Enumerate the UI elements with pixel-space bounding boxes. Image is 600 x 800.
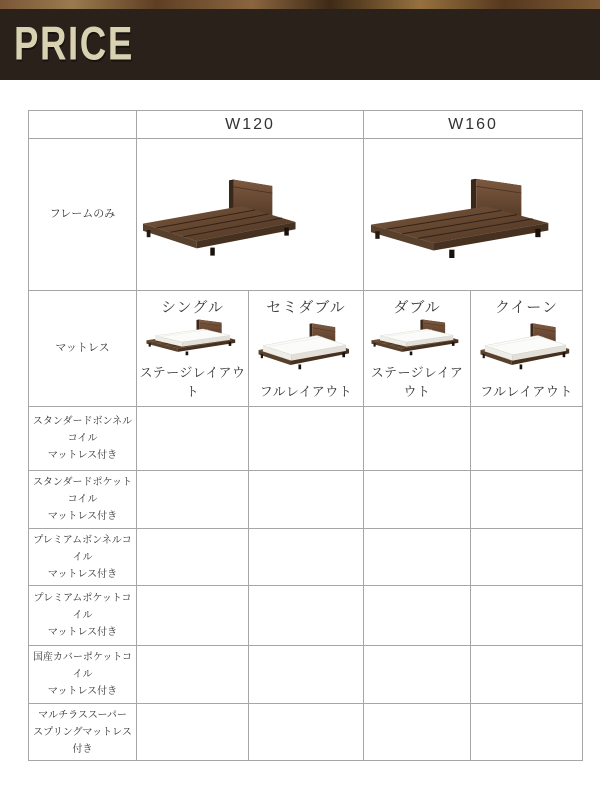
mattress-cell-single [137,291,249,407]
price-cell [137,529,249,586]
price-cell [364,586,471,646]
mattress-type-line1: プレミアムポケットコイル [33,593,132,621]
bed-mattress-image-full [255,320,357,378]
size-label-queen: クイーン [495,299,558,316]
price-cell [137,646,249,704]
mattress-type-line1: 国産カバーポケットコイル [32,652,133,680]
frame-only-row [29,139,583,291]
price-cell [471,586,583,646]
price-cell [249,407,364,471]
col-header-w120: W120 [137,111,364,139]
page-title: PRICE [14,15,134,69]
frame-cell-w120 [137,139,364,291]
mattress-type-line2: マットレス付き [47,627,118,638]
bed-mattress-image-stage [368,317,466,362]
price-banner [0,9,600,80]
price-cell [364,407,471,471]
row-label-multilas-super-spring [29,704,137,761]
price-cell [137,471,249,529]
price-cell [364,646,471,704]
price-cell [249,586,364,646]
price-cell [249,646,364,704]
price-cell [249,704,364,761]
table-row [29,529,583,586]
row-label-premium-bonnell [29,529,137,586]
bed-frame-image-w160 [364,173,564,273]
layout-label-single: ステージレイアウト [139,365,246,399]
price-cell [364,471,471,529]
price-cell [471,529,583,586]
row-label-mattress: マットレス [29,291,137,407]
wood-texture-strip [0,0,600,9]
price-table [28,110,583,761]
table-row [29,407,583,471]
table-row [29,646,583,704]
row-label-frame-only: フレームのみ [29,139,137,291]
mattress-cell-double [364,291,471,407]
mattress-cell-semidouble [249,291,364,407]
size-label-single: シングル [161,299,224,316]
col-header-w160: W160 [364,111,583,139]
mattress-cell-queen [471,291,583,407]
mattress-type-line2: マットレス付き [47,450,118,461]
price-cell [137,407,249,471]
price-cell [471,471,583,529]
layout-label-queen: フルレイアウト [480,384,573,399]
row-label-premium-pocket [29,586,137,646]
price-cell [137,704,249,761]
price-cell [364,529,471,586]
mattress-type-line2: マットレス付き [47,686,118,697]
mattress-type-line1: マルチラススーパー [38,709,127,721]
price-cell [364,704,471,761]
table-row [29,471,583,529]
corner-cell [29,111,137,139]
mattress-type-line1: プレミアムボンネルコイル [33,534,132,563]
mattress-type-line2: マットレス付き [47,568,118,580]
bed-mattress-image-full [477,320,577,378]
price-cell [471,704,583,761]
mattress-row [29,291,583,407]
price-cell [137,586,249,646]
width-header-row [29,111,583,139]
layout-label-double: ステージレイアウト [370,365,464,399]
bed-frame-image-w120 [137,174,309,270]
mattress-type-line2: マットレス付き [47,511,118,522]
price-cell [249,529,364,586]
row-label-standard-pocket [29,471,137,529]
mattress-type-line1: スタンダードポケットコイル [32,477,133,505]
table-row [29,586,583,646]
layout-label-semidouble: フルレイアウト [259,384,353,399]
table-row [29,704,583,761]
mattress-type-line1: スタンダードボンネルコイル [32,416,133,444]
price-cell [249,471,364,529]
row-label-standard-bonnell [29,407,137,471]
size-label-double: ダブル [393,299,441,316]
frame-cell-w160 [364,139,583,291]
row-label-domestic-cover-pocket [29,646,137,704]
price-cell [471,407,583,471]
bed-mattress-image-stage [143,317,243,362]
price-cell [471,646,583,704]
size-label-semidouble: セミダブル [266,299,346,316]
mattress-type-line2: スプリングマットレス付き [33,726,132,755]
